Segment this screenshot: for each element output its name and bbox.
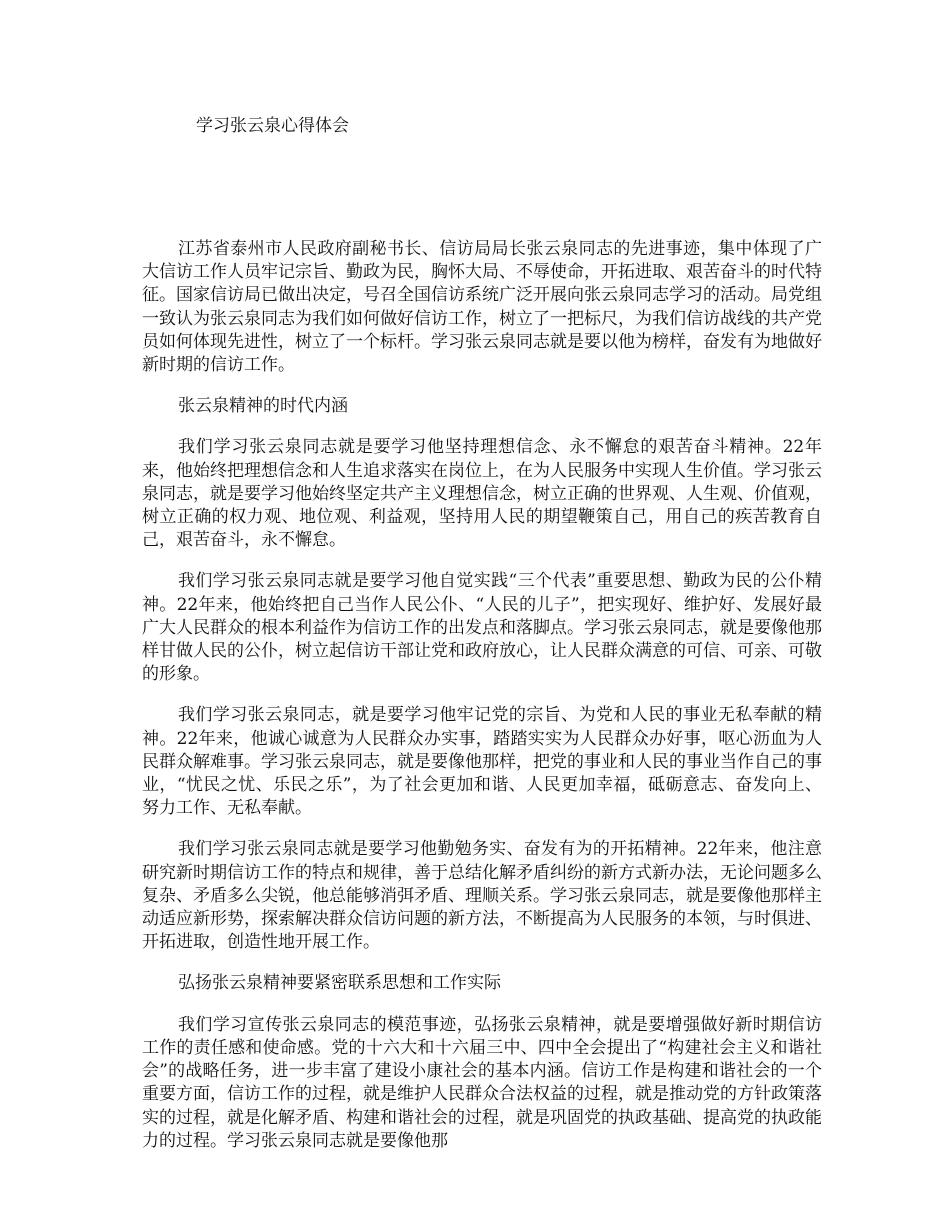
intro-paragraph: 江苏省泰州市人民政府副秘书长、信访局局长张云泉同志的先进事迹，集中体现了广大信访工作人员牢记宗旨、勤政为民，胸怀大局、不辱使命，开拓进取、艰苦奋斗的时代特征。国家信访局已做出决定，号召全国信访系统广泛开展向张云泉同志学习的活动。局党组一致认为张云泉同志为我们如何做好信访工作，树立了一把标尺，为我们信访战线的共产党员如何体现先进性，树立了一个标杆。学习张云泉同志就是要以他为榜样，奋发有为地做好新时期的信访工作。 [142, 239, 822, 376]
document-body [142, 238, 822, 1171]
section1-paragraph-4: 我们学习张云泉同志就是要学习他勤勉务实、奋发有为的开拓精神。22年来，他注意研究新时期信访工作的特点和规律，善于总结化解矛盾纠纷的新方式新办法，无论问题多么复杂、矛盾多么尖锐，他总能够消弭矛盾、理顺关系。学习张云泉同志，就是要像他那样主动适应新形势，探索解决群众信访问题的新方法，不断提高为人民服务的本领，与时俱进、开拓进取，创造性地开展工作。 [142, 839, 822, 953]
section1-paragraph-3: 我们学习张云泉同志，就是要学习他牢记党的宗旨、为党和人民的事业无私奉献的精神。22年来，他诚心诚意为人民群众办实事，踏踏实实为人民群众办好事，呕心沥血为人民群众解难事。学习张云泉同志，就是要像他那样，把党的事业和人民的事业当作自己的事业，“忧民之忧、乐民之乐”，为了社会更加和谐、人民更加幸福，砥砺意志、奋发向上、努力工作、无私奉献。 [142, 705, 822, 819]
document-title: 学习张云泉心得体会 [196, 116, 349, 136]
section-heading-2: 弘扬张云泉精神要紧密联系思想和工作实际 [178, 973, 501, 994]
section2-paragraph-1: 我们学习宣传张云泉同志的模范事迹，弘扬张云泉精神，就是要增强做好新时期信访工作的责任感和使命感。党的十六大和十六届三中、四中全会提出了“构建社会主义和谐社会”的战略任务，进一步丰富了建设小康社会的基本内涵。信访工作是构建和谐社会的一个重要方面，信访工作的过程，就是维护人民群众合法权益的过程，就是推动党的方针政策落实的过程，就是化解矛盾、构建和谐社会的过程，就是巩固党的执政基础、提高党的执政能力的过程。学习张云泉同志就是要像他那 [142, 1014, 822, 1151]
section1-paragraph-2: 我们学习张云泉同志就是要学习他自觉实践“三个代表”重要思想、勤政为民的公仆精神。22年来，他始终把自己当作人民公仆、“人民的儿子”，把实现好、维护好、发展好最广大人民群众的根本利益作为信访工作的出发点和落脚点。学习张云泉同志，就是要像他那样甘做人民的公仆，树立起信访干部让党和政府放心，让人民群众满意的可信、可亲、可敬的形象。 [142, 571, 822, 685]
section1-paragraph-1: 我们学习张云泉同志就是要学习他坚持理想信念、永不懈怠的艰苦奋斗精神。22年来，他始终把理想信念和人生追求落实在岗位上，在为人民服务中实现人生价值。学习张云泉同志，就是要学习他始终坚定共产主义理想信念，树立正确的世界观、人生观、价值观，树立正确的权力观、地位观、利益观，坚持用人民的期望鞭策自己，用自己的疾苦教育自己，艰苦奋斗，永不懈怠。 [142, 437, 822, 551]
section-heading-1: 张云泉精神的时代内涵 [178, 396, 348, 417]
